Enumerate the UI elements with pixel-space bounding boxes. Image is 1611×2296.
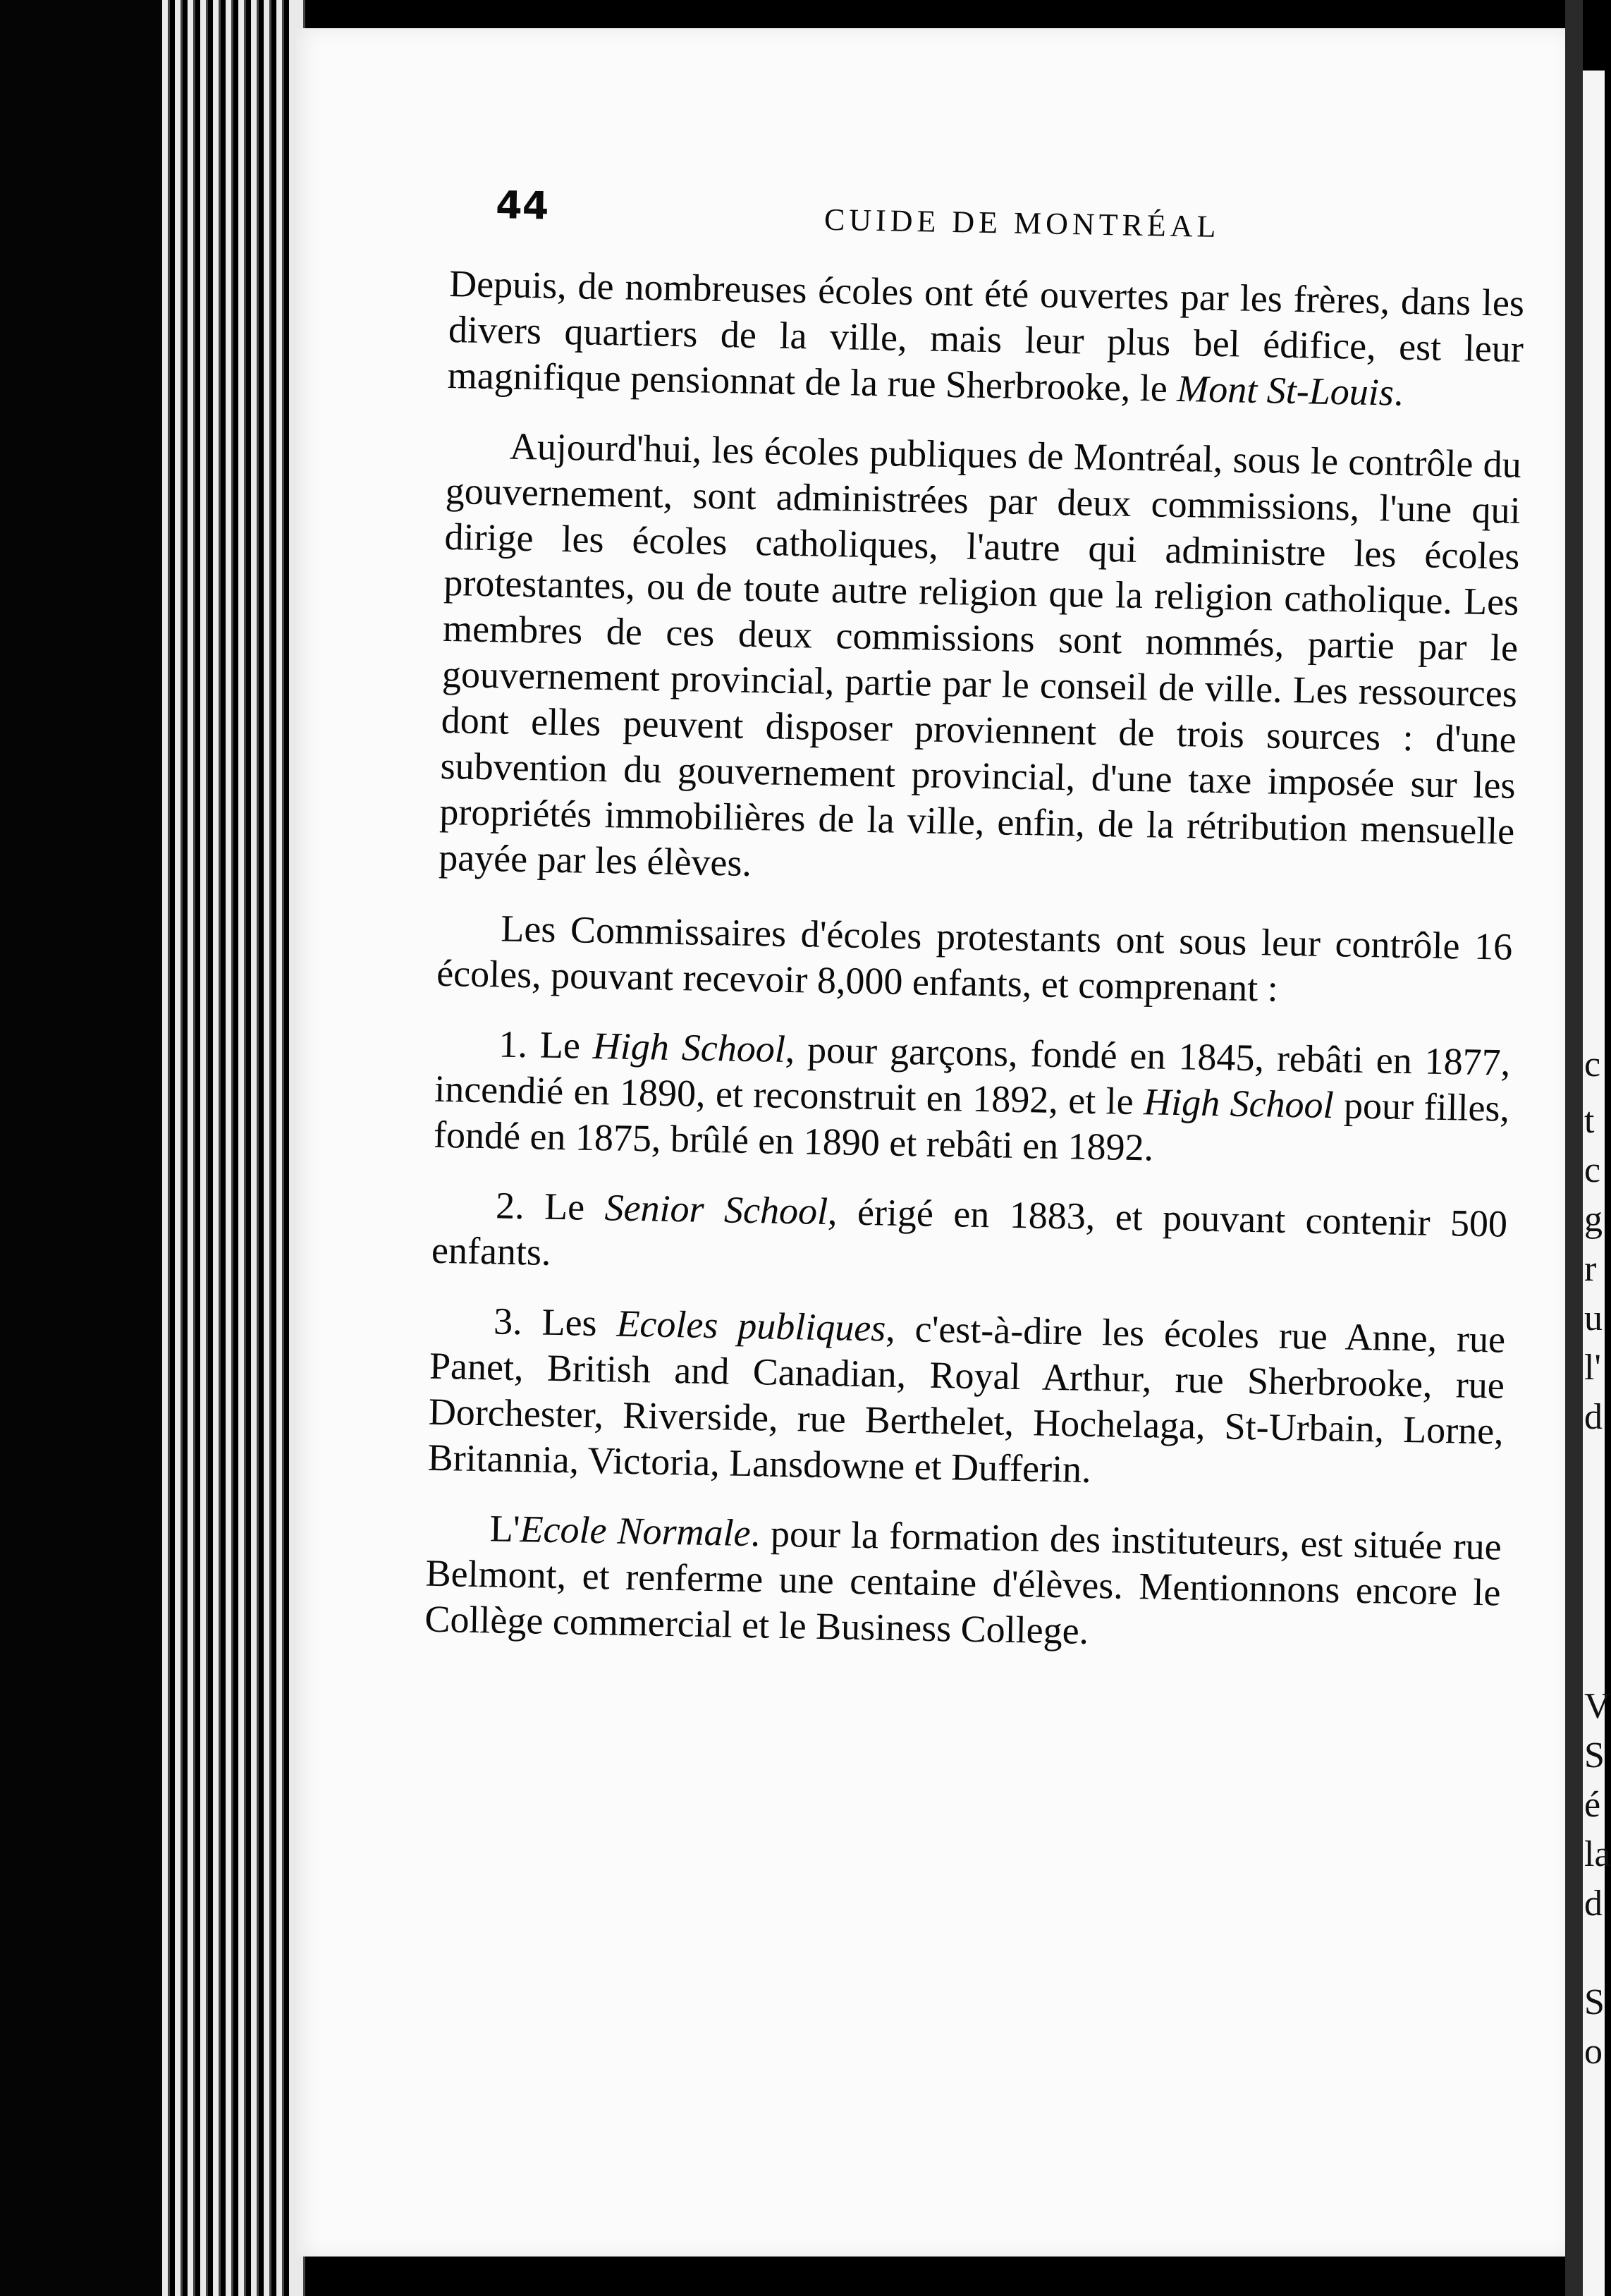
facing-fragment: V [1584,1686,1611,1726]
facing-fragment: c [1584,1044,1601,1085]
list-item: 1. Le High School, pour garçons, fondé en 1845, rebâti en 1877, incendié en 1890, et reconstruit en 1892, et le High School pour filles, fondé en 1875, brûlé en 1890 et rebâti en 1892. [433,1022,1511,1169]
page-gutter [1565,0,1583,2296]
italic-title: High School [592,1024,786,1070]
paragraph: Depuis, de nombreuses écoles ont été ouvertes par les frères, dans les divers quartiers de la ville, mais leur plus bel édifice, est leur magnifique pensionnat de la rue Sherbrooke, le Mont St-Louis. [447,262,1525,414]
facing-fragment: la [1584,1834,1611,1874]
list-item: 2. Le Senior School, érigé en 1883, et pouvant contenir 500 enfants. [431,1184,1508,1274]
italic-title: Ecole Normale [520,1508,752,1555]
facing-fragment: g [1584,1199,1603,1240]
paragraph: Aujourd'hui, les écoles publiques de Montréal, sous le contrôle du gouvernement, sont administrées par deux commissions, l'une qui dirige les écoles catholiques, l'autre qui administre les écoles protestantes, ou de toute autre religion que la religion catholique. Les membres de ces deux commissions sont nommés, partie par le gouvernement provincial, partie par le conseil de ville. Les ressources dont elles peuvent disposer proviennent de trois sources : d'une subvention du gouvernement provincial, d'une taxe imposée sur les propriétés immobilières de la ville, enfin, de la rétribution mensuelle payée par les élèves. [438,425,1522,884]
list-item: 3. Les Ecoles publiques, c'est-à-dire les écoles rue Anne, rue Panet, British and Canadian, Royal Arthur, rue Sherbrooke, rue Dorchester, Riverside, rue Berthelet, Hochelaga, St-Urbain, Lorne, Britannia, Victoria, Lansdowne et Dufferin. [427,1300,1506,1491]
facing-fragment: S [1584,1735,1605,1776]
facing-fragment: S [1584,1982,1605,2022]
page-content [424,176,1526,1686]
left-shadow [0,0,162,2296]
page-edges [162,0,303,2296]
facing-fragment: d [1584,1397,1603,1437]
facing-fragment: d [1584,1883,1603,1924]
facing-fragment: t [1584,1101,1595,1141]
facing-fragment: l' [1584,1348,1601,1388]
facing-page [1583,71,1611,2296]
facing-fragment: u [1584,1298,1603,1338]
paragraph: L'Ecole Normale. pour la formation des instituteurs, est située rue Belmont, et renferme une centaine d'élèves. Mentionnons encore le Collège commercial et le Business College. [424,1507,1502,1652]
facing-fragment: o [1584,2032,1603,2072]
italic-title: Mont St-Louis [1176,367,1395,414]
facing-fragment: r [1584,1249,1597,1289]
page-number: 44 [495,183,549,228]
running-head: CUIDE DE MONTRÉAL [823,202,1220,244]
italic-title: Senior School [604,1186,828,1233]
italic-title: Ecoles publiques [615,1302,886,1350]
facing-fragment: c [1584,1150,1601,1190]
facing-fragment: é [1584,1785,1601,1825]
italic-title: High School [1143,1080,1335,1127]
paragraph: Les Commissaires d'écoles protestants ont sous leur contrôle 16 écoles, pouvant recevoir 8,000 enfants, et comprenant : [436,907,1513,1010]
